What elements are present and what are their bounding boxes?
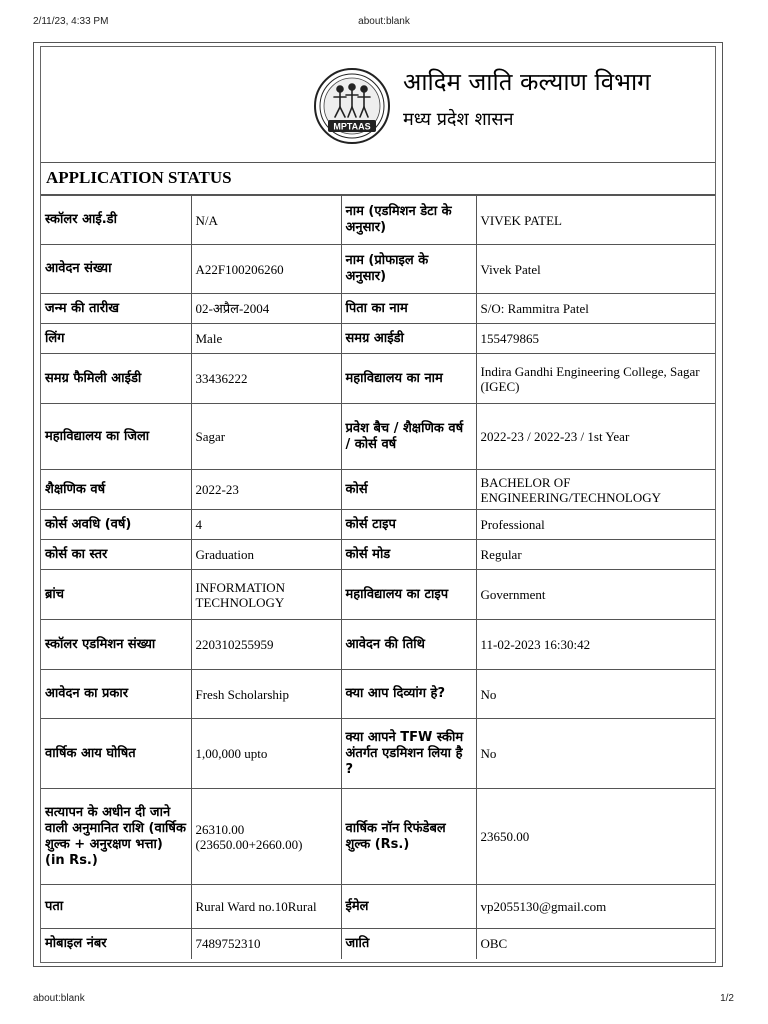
field-value: BACHELOR OF ENGINEERING/TECHNOLOGY [476, 470, 715, 510]
field-value: Professional [476, 510, 715, 540]
table-row [41, 670, 715, 719]
field-value: S/O: Rammitra Patel [476, 294, 715, 324]
field-label: कोर्स अवधि (वर्ष) [41, 510, 191, 540]
field-label: नाम (प्रोफाइल के अनुसार) [341, 245, 476, 294]
field-value: Male [191, 324, 341, 354]
field-value: Graduation [191, 540, 341, 570]
application-status-heading: APPLICATION STATUS [41, 162, 715, 195]
field-value: 11-02-2023 16:30:42 [476, 620, 715, 670]
logo-text: MPTAAS [333, 121, 371, 132]
print-url: about:blank [358, 16, 410, 27]
field-value: Government [476, 570, 715, 620]
table-row [41, 540, 715, 570]
field-label: नाम (एडमिशन डेटा के अनुसार) [341, 196, 476, 245]
field-label: शैक्षणिक वर्ष [41, 470, 191, 510]
field-label: कोर्स [341, 470, 476, 510]
field-value: 7489752310 [191, 929, 341, 959]
document-inner [40, 46, 716, 963]
field-value: Regular [476, 540, 715, 570]
table-row [41, 620, 715, 670]
field-value: vp2055130@gmail.com [476, 885, 715, 929]
table-row [41, 719, 715, 789]
field-label: जाति [341, 929, 476, 959]
field-label: समग्र फैमिली आईडी [41, 354, 191, 404]
mptaas-logo [313, 67, 391, 145]
print-header [0, 16, 768, 32]
field-value: Sagar [191, 404, 341, 470]
field-value: No [476, 670, 715, 719]
field-label: क्या आपने TFW स्कीम अंतर्गत एडमिशन लिया है ? [341, 719, 476, 789]
field-label: कोर्स टाइप [341, 510, 476, 540]
table-row [41, 789, 715, 885]
field-label: सत्यापन के अधीन दी जाने वाली अनुमानित राशि (वार्षिक शुल्क + अनुरक्षण भत्ता) (in Rs.) [41, 789, 191, 885]
table-row [41, 470, 715, 510]
field-label: पता [41, 885, 191, 929]
document-frame [33, 42, 723, 967]
field-value: 02-अप्रैल-2004 [191, 294, 341, 324]
field-label: महाविद्यालय का जिला [41, 404, 191, 470]
field-value: 155479865 [476, 324, 715, 354]
field-value: 2022-23 / 2022-23 / 1st Year [476, 404, 715, 470]
field-label: आवेदन का प्रकार [41, 670, 191, 719]
field-label: समग्र आईडी [341, 324, 476, 354]
field-value: 4 [191, 510, 341, 540]
table-row [41, 196, 715, 245]
field-label: वार्षिक नॉन रिफंडेबल शुल्क (Rs.) [341, 789, 476, 885]
table-row [41, 324, 715, 354]
field-label: कोर्स मोड [341, 540, 476, 570]
field-label: आवेदन की तिथि [341, 620, 476, 670]
table-row [41, 245, 715, 294]
field-label: ब्रांच [41, 570, 191, 620]
print-datetime: 2/11/23, 4:33 PM [33, 16, 109, 27]
field-label: स्कॉलर आई.डी [41, 196, 191, 245]
field-label: पिता का नाम [341, 294, 476, 324]
field-value: INFORMATION TECHNOLOGY [191, 570, 341, 620]
field-label: प्रवेश बैच / शैक्षणिक वर्ष / कोर्स वर्ष [341, 404, 476, 470]
field-value: VIVEK PATEL [476, 196, 715, 245]
field-value: 1,00,000 upto [191, 719, 341, 789]
field-value: 2022-23 [191, 470, 341, 510]
print-footer [0, 993, 768, 1009]
field-label: वार्षिक आय घोषित [41, 719, 191, 789]
page-number: 1/2 [720, 993, 734, 1004]
field-label: महाविद्यालय का टाइप [341, 570, 476, 620]
table-row [41, 354, 715, 404]
field-label: आवेदन संख्या [41, 245, 191, 294]
field-value: A22F100206260 [191, 245, 341, 294]
table-row [41, 570, 715, 620]
field-label: स्कॉलर एडमिशन संख्या [41, 620, 191, 670]
field-value: 23650.00 [476, 789, 715, 885]
department-header [41, 47, 715, 163]
field-label: कोर्स का स्तर [41, 540, 191, 570]
table-row [41, 404, 715, 470]
table-row [41, 929, 715, 959]
table-row [41, 294, 715, 324]
field-value: N/A [191, 196, 341, 245]
footer-url: about:blank [33, 993, 85, 1004]
department-title: आदिम जाति कल्याण विभाग [403, 68, 651, 96]
field-value: 26310.00 (23650.00+2660.00) [191, 789, 341, 885]
field-value: Indira Gandhi Engineering College, Sagar (IGEC) [476, 354, 715, 404]
field-label: महाविद्यालय का नाम [341, 354, 476, 404]
field-label: क्या आप दिव्यांग हे? [341, 670, 476, 719]
field-value: 220310255959 [191, 620, 341, 670]
field-label: जन्म की तारीख [41, 294, 191, 324]
field-label: ईमेल [341, 885, 476, 929]
field-value: 33436222 [191, 354, 341, 404]
field-value: Vivek Patel [476, 245, 715, 294]
field-label: लिंग [41, 324, 191, 354]
table-row [41, 885, 715, 929]
field-label: मोबाइल नंबर [41, 929, 191, 959]
field-value: OBC [476, 929, 715, 959]
department-subtitle: मध्य प्रदेश शासन [403, 109, 514, 130]
application-details-table [41, 195, 715, 959]
table-row [41, 510, 715, 540]
field-value: Fresh Scholarship [191, 670, 341, 719]
field-value: No [476, 719, 715, 789]
field-value: Rural Ward no.10Rural [191, 885, 341, 929]
